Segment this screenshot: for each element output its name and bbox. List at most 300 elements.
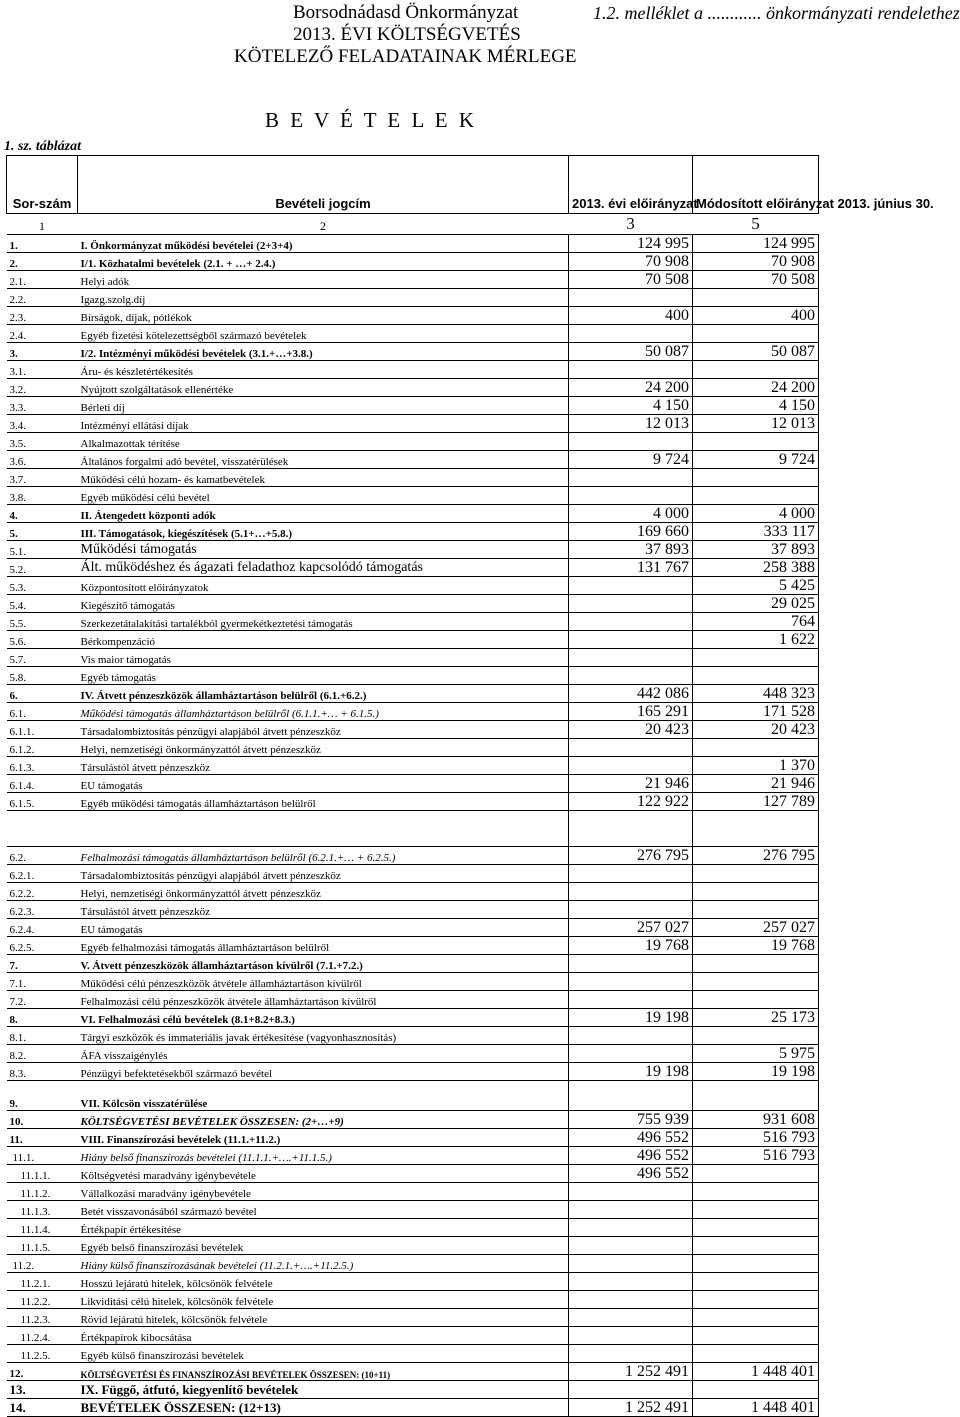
row-code: 3.8. <box>7 487 78 505</box>
table-row <box>7 397 819 415</box>
table-row <box>7 1345 819 1363</box>
row-modified-value <box>693 901 819 919</box>
row-name: Betét visszavonásából származó bevétel <box>78 1201 569 1219</box>
row-plan-value: 12 013 <box>569 415 693 433</box>
row-code: 5.1. <box>7 541 78 559</box>
col-header-seq: Sor-szám <box>7 156 78 214</box>
row-name: Ált. működéshez és ágazati feladathoz kapcsolódó támogatás <box>78 559 569 577</box>
row-plan-value <box>569 577 693 595</box>
row-code: 2.2. <box>7 289 78 307</box>
row-plan-value <box>569 487 693 505</box>
row-name: Tárgyi eszközök és immateriális javak értékesítése (vagyonhasznosítás) <box>78 1027 569 1045</box>
table-row <box>7 1291 819 1309</box>
row-code: 2. <box>7 253 78 271</box>
table-row <box>7 469 819 487</box>
row-plan-value: 165 291 <box>569 703 693 721</box>
row-plan-value: 21 946 <box>569 775 693 793</box>
row-plan-value: 131 767 <box>569 559 693 577</box>
row-code: 8.1. <box>7 1027 78 1045</box>
row-modified-value: 9 724 <box>693 451 819 469</box>
row-plan-value: 496 552 <box>569 1147 693 1165</box>
table-row <box>7 847 819 865</box>
row-plan-value: 169 660 <box>569 523 693 541</box>
row-plan-value <box>569 433 693 451</box>
row-code: 6.2.5. <box>7 937 78 955</box>
row-name: Bírságok, díjak, pótlékok <box>78 307 569 325</box>
row-name: Központosított előirányzatok <box>78 577 569 595</box>
row-modified-value <box>693 973 819 991</box>
row-name: EU támogatás <box>78 775 569 793</box>
row-name: Egyéb működési célú bevétel <box>78 487 569 505</box>
table-row <box>7 1081 819 1111</box>
table-row <box>7 667 819 685</box>
row-modified-value: 1 622 <box>693 631 819 649</box>
table-row <box>7 991 819 1009</box>
row-modified-value: 124 995 <box>693 235 819 253</box>
row-code: 11.1.1. <box>7 1165 78 1183</box>
row-name: Szerkezetátalakítási tartalékból gyermekétkeztetési támogatás <box>78 613 569 631</box>
row-name: Felhalmozási támogatás államháztartáson belülről (6.2.1.+… + 6.2.5.) <box>78 847 569 865</box>
row-modified-value: 19 198 <box>693 1063 819 1081</box>
row-name: Egyéb fizetési kötelezettségből származó bevételek <box>78 325 569 343</box>
row-modified-value: 171 528 <box>693 703 819 721</box>
row-name: Hosszú lejáratú hitelek, kölcsönök felvétele <box>78 1273 569 1291</box>
row-name: Társadalombiztosítás pénzügyi alapjából átvett pénzeszköz <box>78 721 569 739</box>
row-code: 6.2. <box>7 847 78 865</box>
row-modified-value: 400 <box>693 307 819 325</box>
row-modified-value: 931 608 <box>693 1111 819 1129</box>
table-row <box>7 631 819 649</box>
row-name: Működési támogatás államháztartáson belülről (6.1.1.+… + 6.1.5.) <box>78 703 569 721</box>
row-name: EU támogatás <box>78 919 569 937</box>
table-number: 1. sz. táblázat <box>4 139 82 154</box>
row-name: Működési célú pénzeszközök átvétele államháztartáson kívülről <box>78 973 569 991</box>
row-modified-value: 1 448 401 <box>693 1399 819 1417</box>
col-header-plan: 2013. évi előirányzat <box>569 156 693 214</box>
row-code: 3.6. <box>7 451 78 469</box>
annex-reference: 1.2. melléklet a ............ önkormányzati rendelethez <box>593 3 960 23</box>
row-plan-value: 37 893 <box>569 541 693 559</box>
row-plan-value: 1 252 491 <box>569 1363 693 1381</box>
row-modified-value <box>693 1237 819 1255</box>
row-code: 11.2.2. <box>7 1291 78 1309</box>
row-name: Működési támogatás <box>78 541 569 559</box>
row-modified-value <box>693 1381 819 1399</box>
row-code: 6.1.3. <box>7 757 78 775</box>
row-name: IV. Átvett pénzeszközök államháztartáson belülről (6.1.+6.2.) <box>78 685 569 703</box>
row-name: Hiány külső finanszírozásának bevételei (11.2.1.+….+11.2.5.) <box>78 1255 569 1273</box>
table-row <box>7 289 819 307</box>
row-code: 7.1. <box>7 973 78 991</box>
table-row <box>7 1009 819 1027</box>
row-plan-value: 496 552 <box>569 1165 693 1183</box>
table-row <box>7 703 819 721</box>
table-row <box>7 253 819 271</box>
table-row <box>7 721 819 739</box>
row-name: I. Önkormányzat működési bevételei (2+3+4) <box>78 235 569 253</box>
table-row <box>7 595 819 613</box>
row-modified-value: 1 448 401 <box>693 1363 819 1381</box>
table-row <box>7 1327 819 1345</box>
row-modified-value <box>693 955 819 973</box>
row-modified-value: 258 388 <box>693 559 819 577</box>
row-plan-value: 70 508 <box>569 271 693 289</box>
row-modified-value <box>693 1273 819 1291</box>
table-row <box>7 865 819 883</box>
table-row <box>7 1399 819 1417</box>
table-row <box>7 505 819 523</box>
table-row <box>7 811 819 847</box>
row-code: 1. <box>7 235 78 253</box>
row-code: 6.1. <box>7 703 78 721</box>
row-code: 14. <box>7 1399 78 1417</box>
row-modified-value: 257 027 <box>693 919 819 937</box>
row-modified-value <box>693 1309 819 1327</box>
row-name: Hiány belső finanszírozás bevételei (11.1.1.+….+11.1.5.) <box>78 1147 569 1165</box>
row-modified-value <box>693 1201 819 1219</box>
table-row <box>7 271 819 289</box>
row-code: 12. <box>7 1363 78 1381</box>
row-plan-value <box>569 1237 693 1255</box>
row-name: Igazg.szolg.díj <box>78 289 569 307</box>
row-modified-value: 12 013 <box>693 415 819 433</box>
row-plan-value: 50 087 <box>569 343 693 361</box>
row-modified-value: 516 793 <box>693 1129 819 1147</box>
row-plan-value: 4 000 <box>569 505 693 523</box>
table-row <box>7 577 819 595</box>
row-modified-value: 19 768 <box>693 937 819 955</box>
row-plan-value <box>569 811 693 847</box>
row-modified-value: 25 173 <box>693 1009 819 1027</box>
municipality-name: Borsodnádasd Önkormányzat <box>293 2 519 23</box>
row-modified-value: 276 795 <box>693 847 819 865</box>
row-plan-value <box>569 973 693 991</box>
row-name: Egyéb támogatás <box>78 667 569 685</box>
table-row <box>7 1381 819 1399</box>
row-code: 3.3. <box>7 397 78 415</box>
row-code <box>7 811 78 847</box>
table-row <box>7 1045 819 1063</box>
row-code: 6.2.1. <box>7 865 78 883</box>
table-row <box>7 541 819 559</box>
row-plan-value <box>569 1219 693 1237</box>
row-plan-value: 442 086 <box>569 685 693 703</box>
row-modified-value <box>693 991 819 1009</box>
row-plan-value <box>569 865 693 883</box>
row-code: 13. <box>7 1381 78 1399</box>
table-row <box>7 1255 819 1273</box>
row-plan-value: 24 200 <box>569 379 693 397</box>
row-name: Társulástól átvett pénzeszköz <box>78 901 569 919</box>
table-row <box>7 1147 819 1165</box>
row-code: 6.1.4. <box>7 775 78 793</box>
row-name: Kiegészítő támogatás <box>78 595 569 613</box>
row-code: 11.2.5. <box>7 1345 78 1363</box>
table-row <box>7 325 819 343</box>
table-row <box>7 487 819 505</box>
row-plan-value: 4 150 <box>569 397 693 415</box>
row-modified-value <box>693 1219 819 1237</box>
row-name: Bérleti díj <box>78 397 569 415</box>
row-modified-value <box>693 1165 819 1183</box>
row-code: 8.3. <box>7 1063 78 1081</box>
row-modified-value: 5 975 <box>693 1045 819 1063</box>
table-row <box>7 523 819 541</box>
row-name: VI. Felhalmozási célú bevételek (8.1+8.2+8.3.) <box>78 1009 569 1027</box>
row-code: 5.6. <box>7 631 78 649</box>
row-modified-value: 1 370 <box>693 757 819 775</box>
row-plan-value <box>569 757 693 775</box>
row-modified-value <box>693 1027 819 1045</box>
row-plan-value: 20 423 <box>569 721 693 739</box>
row-name: V. Átvett pénzeszközök államháztartáson kívülről (7.1.+7.2.) <box>78 955 569 973</box>
row-name: Helyi adók <box>78 271 569 289</box>
row-modified-value <box>693 433 819 451</box>
row-code: 9. <box>7 1081 78 1111</box>
row-code: 3. <box>7 343 78 361</box>
row-modified-value <box>693 865 819 883</box>
row-code: 5.2. <box>7 559 78 577</box>
row-modified-value <box>693 1291 819 1309</box>
row-name: IX. Függő, átfutó, kiegyenlítő bevételek <box>78 1381 569 1399</box>
table-row <box>7 1183 819 1201</box>
row-modified-value <box>693 649 819 667</box>
row-plan-value <box>569 361 693 379</box>
row-plan-value <box>569 667 693 685</box>
row-plan-value: 19 198 <box>569 1009 693 1027</box>
row-code: 11.1. <box>7 1147 78 1165</box>
row-name: KÖLTSÉGVETÉSI ÉS FINANSZÍROZÁSI BEVÉTELEK ÖSSZESEN: (10+11) <box>78 1363 569 1381</box>
row-name: Likviditási célú hitelek, kölcsönök felvétele <box>78 1291 569 1309</box>
row-code: 11.1.4. <box>7 1219 78 1237</box>
row-plan-value <box>569 991 693 1009</box>
row-name: Társadalombiztosítás pénzügyi alapjából átvett pénzeszköz <box>78 865 569 883</box>
col-number-3: 3 <box>569 214 693 235</box>
table-row <box>7 415 819 433</box>
row-modified-value: 333 117 <box>693 523 819 541</box>
row-name: Alkalmazottak térítése <box>78 433 569 451</box>
row-code: 6.2.4. <box>7 919 78 937</box>
row-plan-value <box>569 1381 693 1399</box>
row-code: 11.1.2. <box>7 1183 78 1201</box>
row-name: Társulástól átvett pénzeszköz <box>78 757 569 775</box>
row-name: Költségvetési maradvány igénybevétele <box>78 1165 569 1183</box>
row-modified-value: 764 <box>693 613 819 631</box>
row-code: 5.7. <box>7 649 78 667</box>
row-plan-value <box>569 1345 693 1363</box>
row-code: 2.4. <box>7 325 78 343</box>
row-modified-value: 50 087 <box>693 343 819 361</box>
table-row <box>7 955 819 973</box>
row-name: Pénzügyi befektetésekből származó bevétel <box>78 1063 569 1081</box>
row-plan-value: 124 995 <box>569 235 693 253</box>
table-row <box>7 379 819 397</box>
row-modified-value <box>693 469 819 487</box>
row-name: III. Támogatások, kiegészítések (5.1+…+5.8.) <box>78 523 569 541</box>
row-modified-value <box>693 1345 819 1363</box>
row-code: 11.2.4. <box>7 1327 78 1345</box>
table-row <box>7 343 819 361</box>
row-plan-value: 19 198 <box>569 1063 693 1081</box>
table-row <box>7 1201 819 1219</box>
row-code: 3.1. <box>7 361 78 379</box>
row-code: 10. <box>7 1111 78 1129</box>
row-plan-value <box>569 1291 693 1309</box>
row-plan-value <box>569 1183 693 1201</box>
row-modified-value <box>693 361 819 379</box>
table-row <box>7 1063 819 1081</box>
row-name: Rövid lejáratú hitelek, kölcsönök felvétele <box>78 1309 569 1327</box>
row-modified-value: 127 789 <box>693 793 819 811</box>
row-plan-value <box>569 1045 693 1063</box>
row-modified-value: 4 150 <box>693 397 819 415</box>
row-name: Általános forgalmi adó bevétel, visszatérülések <box>78 451 569 469</box>
row-name: I/2. Intézményi működési bevételek (3.1.+…+3.8.) <box>78 343 569 361</box>
row-code: 5.5. <box>7 613 78 631</box>
row-code: 6.2.2. <box>7 883 78 901</box>
row-name: KÖLTSÉGVETÉSI BEVÉTELEK ÖSSZESEN: (2+…+9) <box>78 1111 569 1129</box>
table-row <box>7 919 819 937</box>
row-code: 11.2.3. <box>7 1309 78 1327</box>
row-code: 5. <box>7 523 78 541</box>
table-row <box>7 793 819 811</box>
row-plan-value <box>569 595 693 613</box>
row-plan-value <box>569 649 693 667</box>
row-modified-value <box>693 289 819 307</box>
section-title: B E V É T E L E K <box>265 108 478 132</box>
row-plan-value: 755 939 <box>569 1111 693 1129</box>
table-row <box>7 1111 819 1129</box>
row-plan-value: 1 252 491 <box>569 1399 693 1417</box>
col-header-modified: Módosított előirányzat 2013. június 30. <box>693 156 819 214</box>
row-plan-value <box>569 901 693 919</box>
row-modified-value: 516 793 <box>693 1147 819 1165</box>
row-name: Értékpapír értékesítése <box>78 1219 569 1237</box>
row-plan-value: 9 724 <box>569 451 693 469</box>
table-row <box>7 1273 819 1291</box>
row-plan-value <box>569 469 693 487</box>
row-plan-value: 400 <box>569 307 693 325</box>
col-number-5: 5 <box>693 214 819 235</box>
row-plan-value <box>569 739 693 757</box>
balance-title: KÖTELEZŐ FELADATAINAK MÉRLEGE <box>234 46 577 67</box>
row-name: Nyújtott szolgáltatások ellenértéke <box>78 379 569 397</box>
row-plan-value: 496 552 <box>569 1129 693 1147</box>
row-modified-value: 70 908 <box>693 253 819 271</box>
row-plan-value <box>569 1255 693 1273</box>
row-modified-value: 70 508 <box>693 271 819 289</box>
row-plan-value <box>569 613 693 631</box>
row-plan-value <box>569 883 693 901</box>
row-plan-value <box>569 325 693 343</box>
row-code: 11.2.1. <box>7 1273 78 1291</box>
row-code: 6.1.2. <box>7 739 78 757</box>
row-name: ÁFA visszaigénylés <box>78 1045 569 1063</box>
table-row <box>7 451 819 469</box>
row-modified-value: 24 200 <box>693 379 819 397</box>
table-row <box>7 739 819 757</box>
table-row <box>7 1309 819 1327</box>
table-row <box>7 613 819 631</box>
col-header-title: Bevételi jogcím <box>78 156 569 214</box>
table-row <box>7 883 819 901</box>
row-plan-value <box>569 1201 693 1219</box>
row-modified-value: 21 946 <box>693 775 819 793</box>
row-plan-value <box>569 1327 693 1345</box>
table-row <box>7 235 819 253</box>
row-name: Működési célú hozam- és kamatbevételek <box>78 469 569 487</box>
row-name: I/1. Közhatalmi bevételek (2.1. + …+ 2.4.) <box>78 253 569 271</box>
row-code: 6.2.3. <box>7 901 78 919</box>
row-code: 6. <box>7 685 78 703</box>
row-code: 8.2. <box>7 1045 78 1063</box>
table-row <box>7 361 819 379</box>
row-modified-value <box>693 487 819 505</box>
row-name: BEVÉTELEK ÖSSZESEN: (12+13) <box>78 1399 569 1417</box>
row-code: 11. <box>7 1129 78 1147</box>
row-code: 5.3. <box>7 577 78 595</box>
row-modified-value <box>693 1327 819 1345</box>
row-name: Egyéb működési támogatás államháztartáson belülről <box>78 793 569 811</box>
row-plan-value: 122 922 <box>569 793 693 811</box>
table-row <box>7 973 819 991</box>
row-modified-value: 20 423 <box>693 721 819 739</box>
table-row <box>7 649 819 667</box>
row-code: 11.1.3. <box>7 1201 78 1219</box>
row-code: 11.2. <box>7 1255 78 1273</box>
row-plan-value <box>569 631 693 649</box>
row-code: 6.1.1. <box>7 721 78 739</box>
row-modified-value <box>693 1081 819 1111</box>
budget-year-title: 2013. ÉVI KÖLTSÉGVETÉS <box>293 24 521 45</box>
row-name: Egyéb külső finanszírozási bevételek <box>78 1345 569 1363</box>
table-row <box>7 307 819 325</box>
row-plan-value: 19 768 <box>569 937 693 955</box>
row-code: 7. <box>7 955 78 973</box>
row-code: 3.4. <box>7 415 78 433</box>
row-code: 2.1. <box>7 271 78 289</box>
row-modified-value <box>693 739 819 757</box>
row-modified-value <box>693 667 819 685</box>
row-modified-value: 4 000 <box>693 505 819 523</box>
table-row <box>7 1129 819 1147</box>
table-row <box>7 775 819 793</box>
row-modified-value: 29 025 <box>693 595 819 613</box>
row-modified-value <box>693 883 819 901</box>
col-number-1: 1 <box>7 214 78 235</box>
table-row <box>7 1027 819 1045</box>
row-code: 3.5. <box>7 433 78 451</box>
row-code: 7.2. <box>7 991 78 1009</box>
row-modified-value: 37 893 <box>693 541 819 559</box>
row-name: Egyéb felhalmozási támogatás államháztartáson belülről <box>78 937 569 955</box>
row-code: 4. <box>7 505 78 523</box>
row-name: Intézményi ellátási díjak <box>78 415 569 433</box>
row-code: 8. <box>7 1009 78 1027</box>
row-plan-value <box>569 1309 693 1327</box>
row-modified-value <box>693 811 819 847</box>
row-plan-value: 276 795 <box>569 847 693 865</box>
revenue-table <box>6 155 934 1417</box>
row-name: Felhalmozási célú pénzeszközök átvétele államháztartáson kívülről <box>78 991 569 1009</box>
row-modified-value <box>693 1255 819 1273</box>
table-row <box>7 757 819 775</box>
row-name: Áru- és készletértékesítés <box>78 361 569 379</box>
row-plan-value: 70 908 <box>569 253 693 271</box>
row-code: 11.1.5. <box>7 1237 78 1255</box>
row-code: 2.3. <box>7 307 78 325</box>
row-plan-value <box>569 1081 693 1111</box>
